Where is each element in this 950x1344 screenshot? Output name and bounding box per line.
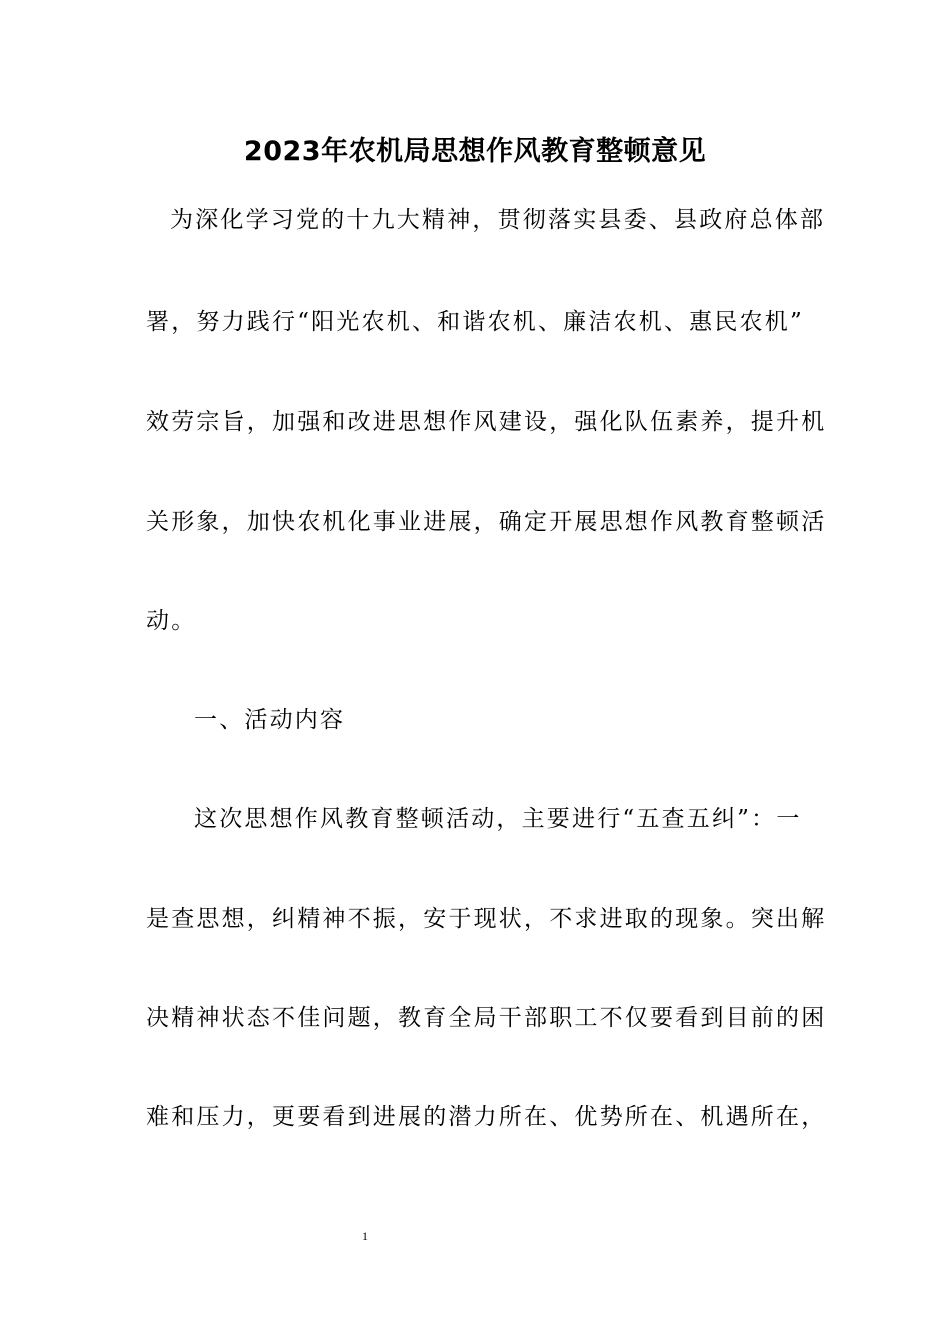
paragraph-line-3: 效劳宗旨，加强和改进思想作风建设，强化队伍素养，提升机 [146, 409, 827, 435]
paragraph-line-5: 动。 [146, 608, 197, 634]
paragraph-line-2: 署，努力践行“阳光农机、和谐农机、廉洁农机、惠民农机” [146, 309, 804, 335]
document-title: 2023年农机局思想作风教育整顿意见 [243, 136, 707, 167]
paragraph-line-6: 这次思想作风教育整顿活动，主要进行“五查五纠”：一 [194, 806, 802, 832]
paragraph-line-7: 是查思想，纠精神不振，安于现状，不求进取的现象。突出解 [146, 906, 827, 932]
paragraph-line-4: 关形象，加快农机化事业进展，确定开展思想作风教育整顿活 [146, 509, 827, 535]
page-number: 1 [362, 1229, 368, 1243]
paragraph-line-9: 难和压力，更要看到进展的潜力所在、优势所在、机遇所在， [146, 1104, 827, 1130]
paragraph-line-1: 为深化学习党的十九大精神，贯彻落实县委、县政府总体部 [170, 207, 826, 233]
section-heading: 一、活动内容 [194, 707, 346, 733]
paragraph-line-8: 决精神状态不佳问题，教育全局干部职工不仅要看到目前的困 [146, 1005, 827, 1031]
